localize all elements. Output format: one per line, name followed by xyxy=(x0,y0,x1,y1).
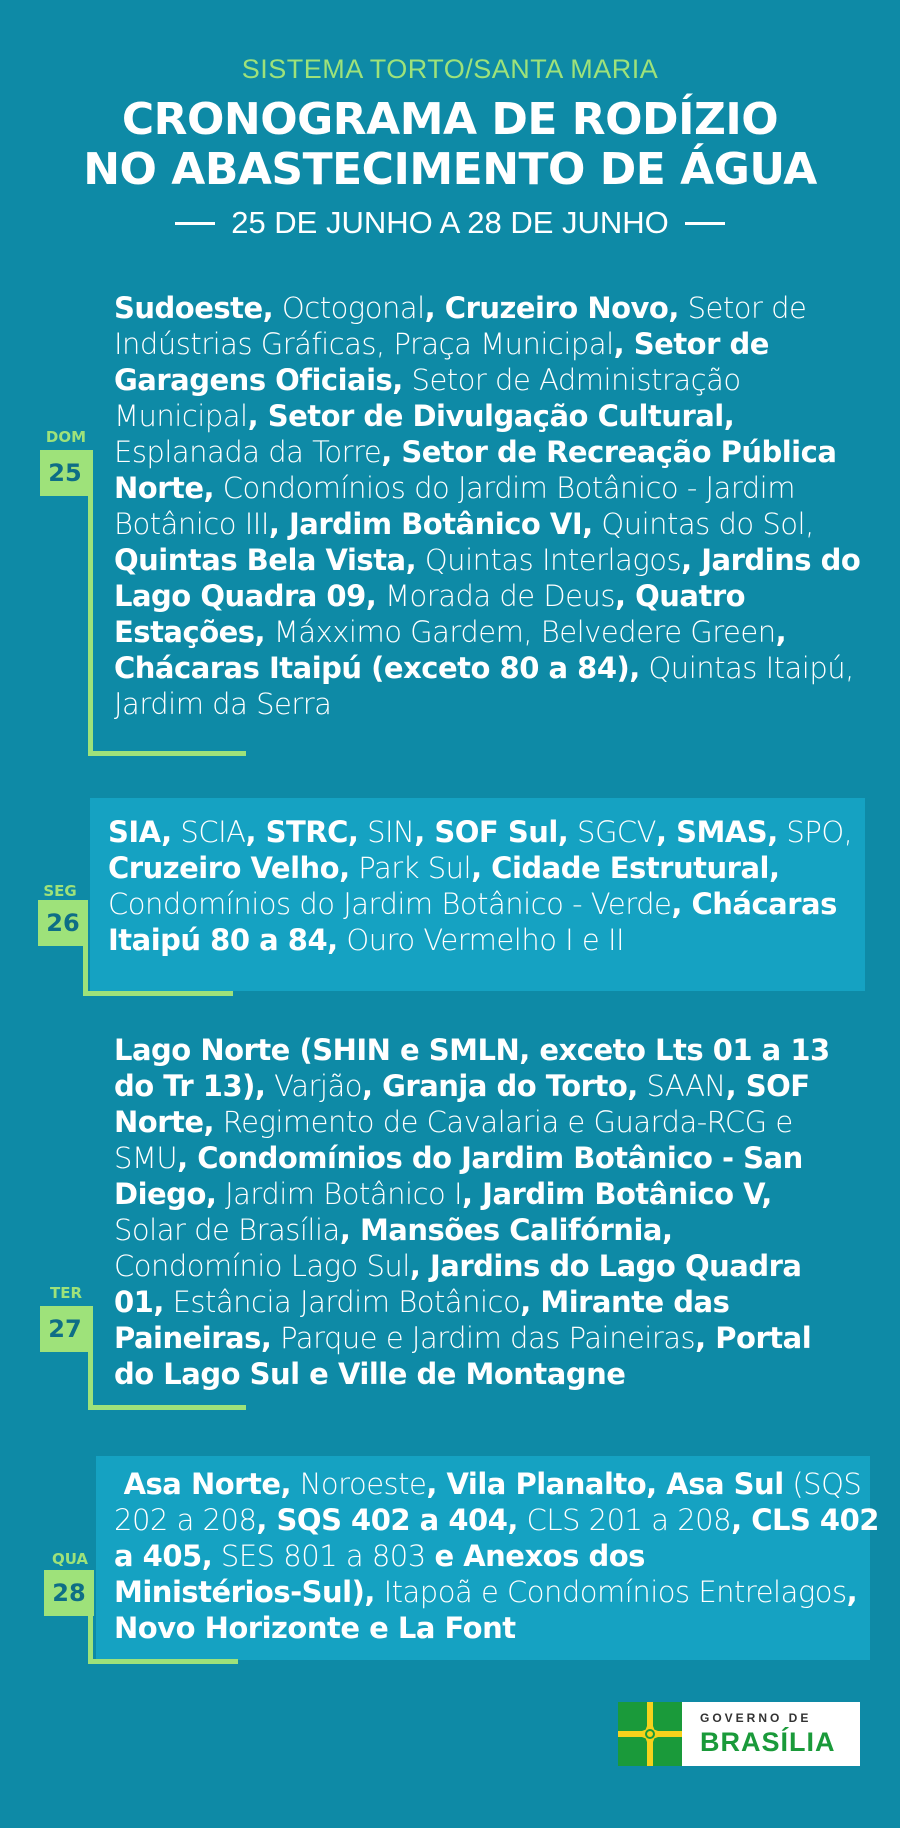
area-name-bold: SIA, xyxy=(108,815,172,849)
text-line xyxy=(108,886,868,922)
area-name-bold: Ministérios-Sul), xyxy=(114,1575,375,1609)
area-name-bold: , Chácaras xyxy=(671,887,837,921)
timeline-horizontal xyxy=(83,991,233,996)
area-name-bold: , Condomínios do Jardim Botânico - San xyxy=(177,1141,803,1175)
weekday-label: SEG xyxy=(43,882,77,900)
system-name: SISTEMA TORTO/SANTA MARIA xyxy=(241,54,659,84)
text-line xyxy=(114,290,894,326)
area-name: Quintas Itaipú, xyxy=(639,651,854,685)
area-name-bold: Lago Quadra 09, xyxy=(114,579,377,613)
area-name: SCIA xyxy=(171,815,246,849)
title-line-1: CRONOGRAMA DE RODÍZIO xyxy=(121,94,779,145)
area-name: (SQS xyxy=(783,1467,862,1501)
area-name: Condomínios do Jardim Botânico - Jardim xyxy=(214,471,795,505)
weekday-label: TER xyxy=(49,1284,83,1302)
logo-line-1: GOVERNO DE xyxy=(700,1710,812,1725)
area-name-bold: , Cidade Estrutural, xyxy=(471,851,780,885)
text-line xyxy=(114,1032,894,1068)
area-name: Octogonal xyxy=(273,291,425,325)
text-line xyxy=(114,1538,874,1574)
area-name: Municipal xyxy=(114,399,248,433)
text-line xyxy=(114,326,894,362)
text-line xyxy=(114,470,894,506)
area-name-bold: , SOF xyxy=(725,1069,810,1103)
text-line xyxy=(114,1140,894,1176)
area-name: Park Sul xyxy=(349,851,472,885)
text-line xyxy=(114,398,894,434)
dash-right xyxy=(685,222,725,225)
area-name: SPO, xyxy=(777,815,853,849)
areas-text xyxy=(108,814,868,958)
area-name-bold: , xyxy=(846,1575,858,1609)
area-name-bold: a 405, xyxy=(114,1539,213,1573)
area-name: Solar de Brasília xyxy=(114,1213,340,1247)
area-name-bold: , Mansões Califórnia, xyxy=(339,1213,673,1247)
area-name-bold: Diego, xyxy=(114,1177,217,1211)
area-name: Setor de Administração xyxy=(402,363,741,397)
timeline-vertical xyxy=(88,1306,93,1410)
area-name-bold: , CLS 402 xyxy=(731,1503,879,1537)
area-name: Varjão xyxy=(265,1069,362,1103)
weekday-label: QUA xyxy=(51,1550,89,1568)
text-line xyxy=(114,614,894,650)
area-name: Máxximo Gardem, Belvedere Green xyxy=(265,615,776,649)
area-name-bold: Garagens Oficiais, xyxy=(114,363,403,397)
area-name-bold: Sudoeste, xyxy=(114,291,274,325)
area-name: Morada de Deus xyxy=(376,579,615,613)
text-line xyxy=(114,650,894,686)
area-name-bold: do Tr 13), xyxy=(114,1069,266,1103)
header xyxy=(0,54,900,241)
area-name: Indústrias Gráficas, Praça Municipal xyxy=(114,327,614,361)
area-name-bold: , SOF Sul, xyxy=(414,815,569,849)
area-name: SGCV xyxy=(568,815,656,849)
date-range xyxy=(0,205,900,241)
text-line xyxy=(114,1176,894,1212)
area-name-bold: , Jardins do Lago Quadra xyxy=(409,1249,802,1283)
text-line xyxy=(114,1320,894,1356)
area-name-bold: e Anexos dos xyxy=(434,1539,645,1573)
df-flag-icon xyxy=(618,1702,682,1766)
text-line xyxy=(108,850,868,886)
text-line xyxy=(108,922,868,958)
dash-left xyxy=(175,222,215,225)
area-name-bold: Estações, xyxy=(114,615,266,649)
area-name-bold: , Setor de Recreação Pública xyxy=(381,435,837,469)
area-name: CLS 201 a 208 xyxy=(517,1503,732,1537)
area-name-bold: do Lago Sul e Ville de Montagne xyxy=(114,1357,626,1391)
area-name: Estância Jardim Botânico xyxy=(163,1285,521,1319)
area-name-bold: Quintas Bela Vista, xyxy=(114,543,417,577)
text-line xyxy=(114,1284,894,1320)
timeline-vertical xyxy=(88,1570,93,1664)
area-name-bold: , SQS 402 a 404, xyxy=(256,1503,518,1537)
page-title xyxy=(0,95,900,195)
area-name: Quintas Interlagos xyxy=(416,543,682,577)
area-name-bold: Itaipú 80 a 84, xyxy=(108,923,338,957)
text-line xyxy=(114,362,894,398)
area-name-bold: , Granja do Torto, xyxy=(361,1069,638,1103)
area-name-bold: , Portal xyxy=(695,1321,812,1355)
area-name-bold: Asa Norte, xyxy=(114,1467,292,1501)
text-line xyxy=(114,1610,874,1646)
area-name: SAAN xyxy=(637,1069,726,1103)
area-name: SIN xyxy=(358,815,415,849)
logo-line-2: BRASÍLIA xyxy=(700,1726,836,1757)
timeline-horizontal xyxy=(88,1659,238,1664)
area-name-bold: Norte, xyxy=(114,1105,215,1139)
area-name-bold: Norte, xyxy=(114,471,215,505)
area-name-bold: , xyxy=(775,615,787,649)
area-name: Condomínio Lago Sul xyxy=(114,1249,410,1283)
area-name-bold: Cruzeiro Velho, xyxy=(108,851,350,885)
area-name-bold: 01, xyxy=(114,1285,164,1319)
text-line xyxy=(114,1502,879,1538)
area-name-bold: , Jardim Botânico VI, xyxy=(268,507,593,541)
area-name: Regimento de Cavalaria e Guarda-RCG e xyxy=(214,1105,793,1139)
area-name: 202 a 208 xyxy=(114,1503,257,1537)
text-line xyxy=(108,814,868,850)
day-badge: 27 xyxy=(40,1306,90,1352)
area-name: SMU xyxy=(114,1141,178,1175)
timeline-horizontal xyxy=(88,1405,246,1410)
area-name: Esplanada da Torre xyxy=(114,435,382,469)
text-line xyxy=(114,506,894,542)
area-name: Condomínios do Jardim Botânico - Verde xyxy=(108,887,672,921)
area-name-bold: , STRC, xyxy=(245,815,359,849)
area-name-bold: , Vila Planalto, Asa Sul xyxy=(426,1467,784,1501)
day-badge: 26 xyxy=(38,900,88,946)
text-line xyxy=(114,542,894,578)
text-line xyxy=(114,1466,874,1502)
area-name-bold: Lago Norte (SHIN e SMLN, exceto Lts 01 a 13 xyxy=(114,1033,830,1067)
area-name-bold: , Mirante das xyxy=(520,1285,730,1319)
text-line xyxy=(114,1574,874,1610)
areas-text xyxy=(114,290,894,722)
area-name: Parque e Jardim das Paineiras xyxy=(271,1321,696,1355)
area-name-bold: , Quatro xyxy=(615,579,746,613)
area-name-bold: Paineiras, xyxy=(114,1321,272,1355)
title-line-2: NO ABASTECIMENTO DE ÁGUA xyxy=(83,144,817,195)
timeline-vertical xyxy=(83,900,88,996)
day-badge: 28 xyxy=(44,1570,94,1616)
text-line xyxy=(114,1104,894,1140)
area-name: SES 801 a 803 xyxy=(212,1539,435,1573)
area-name-bold: , Setor de Divulgação Cultural, xyxy=(247,399,735,433)
text-line xyxy=(114,1248,894,1284)
text-line xyxy=(114,1356,894,1392)
date-range-text: 25 DE JUNHO A 28 DE JUNHO xyxy=(231,205,669,240)
text-line xyxy=(114,1068,894,1104)
weekday-label: DOM xyxy=(45,428,87,446)
area-name-bold: , Jardins do xyxy=(681,543,861,577)
area-name-bold: Chácaras Itaipú (exceto 80 a 84), xyxy=(114,651,640,685)
day-badge: 25 xyxy=(40,450,90,496)
text-line xyxy=(114,686,894,722)
governo-de-brasilia-logo xyxy=(618,1702,860,1766)
areas-text xyxy=(114,1466,879,1646)
area-name: Setor de xyxy=(678,291,807,325)
area-name: Ouro Vermelho I e II xyxy=(337,923,625,957)
area-name-bold: , Jardim Botânico V, xyxy=(462,1177,772,1211)
areas-text xyxy=(114,1032,894,1392)
area-name: Itapoã e Condomínios Entrelagos xyxy=(374,1575,847,1609)
timeline-vertical xyxy=(88,450,93,756)
area-name-bold: , SMAS, xyxy=(656,815,778,849)
text-line xyxy=(114,1212,894,1248)
text-line xyxy=(114,578,894,614)
area-name: Jardim da Serra xyxy=(114,687,332,721)
area-name-bold: , Setor de xyxy=(613,327,769,361)
text-line xyxy=(114,434,894,470)
area-name: Quintas do Sol, xyxy=(592,507,814,541)
logo-words xyxy=(682,1702,860,1766)
timeline-horizontal xyxy=(88,751,246,756)
area-name-bold: Novo Horizonte e La Font xyxy=(114,1611,516,1645)
area-name-bold: , Cruzeiro Novo, xyxy=(424,291,679,325)
area-name: Botânico III xyxy=(114,507,269,541)
area-name: Noroeste xyxy=(291,1467,427,1501)
area-name: Jardim Botânico I xyxy=(216,1177,463,1211)
